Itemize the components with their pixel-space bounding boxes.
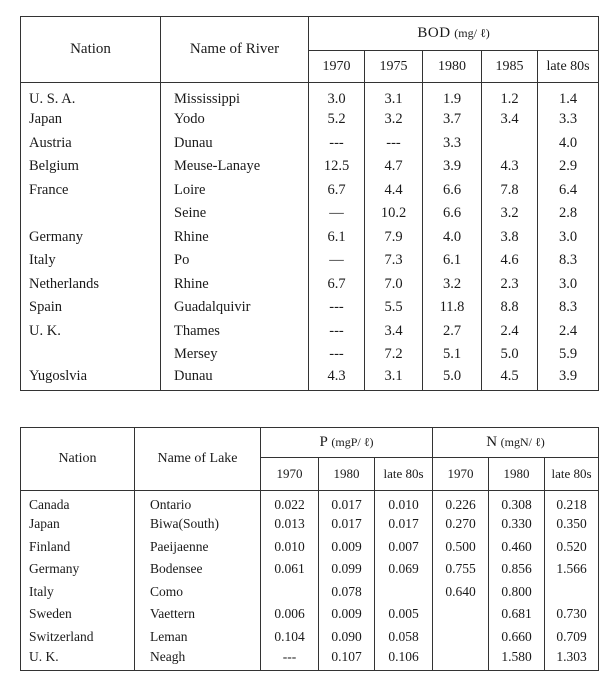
table-row [21, 558, 599, 581]
nitrogen-value-cell [433, 603, 489, 626]
nitrogen-value-cell: 0.350 [545, 513, 599, 536]
bod-value-cell: 6.6 [423, 179, 482, 203]
bod-value-cell: 4.4 [365, 179, 423, 203]
nation-cell: Japan [21, 513, 135, 536]
phosphorus-value-cell: 0.107 [319, 648, 375, 671]
river-bod-table [20, 16, 599, 391]
bod-value-cell: — [309, 202, 365, 226]
river-year-header: 1970 [309, 51, 365, 83]
lake-name-cell: Biwa(South) [135, 513, 261, 536]
bod-value-cell: --- [309, 343, 365, 367]
phosphorus-value-cell [375, 581, 433, 604]
bod-value-cell: 5.5 [365, 296, 423, 320]
bod-value-cell: 3.2 [423, 273, 482, 297]
nation-cell: Japan [21, 108, 161, 132]
lake-table-body [21, 491, 599, 671]
bod-value-cell: 7.2 [365, 343, 423, 367]
river-year-header: 1985 [482, 51, 538, 83]
bod-value-cell: 10.2 [365, 202, 423, 226]
table-row [21, 296, 599, 320]
nation-cell [21, 202, 161, 226]
nation-cell: Sweden [21, 603, 135, 626]
phosphorus-value-cell [261, 581, 319, 604]
nitrogen-value-cell: 0.755 [433, 558, 489, 581]
table-row [21, 581, 599, 604]
phosphorus-value-cell: 0.017 [319, 513, 375, 536]
lake-p-year-header: late 80s [375, 458, 433, 491]
bod-value-cell: 4.0 [538, 132, 599, 156]
bod-value-cell: 6.7 [309, 179, 365, 203]
table-row [21, 626, 599, 649]
river-name-cell: Thames [161, 320, 309, 344]
bod-value-cell: 3.0 [309, 83, 365, 109]
phosphorus-value-cell: 0.010 [261, 536, 319, 559]
table-row [21, 536, 599, 559]
lake-p-year-header: 1980 [319, 458, 375, 491]
bod-value-cell: 11.8 [423, 296, 482, 320]
table-row [21, 513, 599, 536]
bod-value-cell: 5.9 [538, 343, 599, 367]
lake-name-cell: Bodensee [135, 558, 261, 581]
nitrogen-group-header [433, 428, 599, 458]
lake-name-cell: Paeijaenne [135, 536, 261, 559]
river-year-header: 1975 [365, 51, 423, 83]
table-row [21, 491, 599, 514]
nation-cell: Spain [21, 296, 161, 320]
bod-value-cell: 5.0 [423, 367, 482, 391]
nation-cell: U. K. [21, 648, 135, 671]
nation-cell: Netherlands [21, 273, 161, 297]
phosphorus-value-cell: 0.022 [261, 491, 319, 514]
bod-value-cell: 4.0 [423, 226, 482, 250]
river-name-cell: Yodo [161, 108, 309, 132]
nitrogen-value-cell: 0.709 [545, 626, 599, 649]
phosphorus-value-cell: 0.013 [261, 513, 319, 536]
bod-value-cell: 4.3 [309, 367, 365, 391]
nation-cell: U. S. A. [21, 83, 161, 109]
river-name-cell: Dunau [161, 367, 309, 391]
phosphorus-value-cell: 0.069 [375, 558, 433, 581]
river-name-cell: Meuse-Lanaye [161, 155, 309, 179]
lake-name-cell: Ontario [135, 491, 261, 514]
nation-cell: Switzerland [21, 626, 135, 649]
bod-value-cell: 8.8 [482, 296, 538, 320]
bod-value-cell: 5.1 [423, 343, 482, 367]
bod-value-cell: 4.6 [482, 249, 538, 273]
phosphorus-value-cell: 0.009 [319, 603, 375, 626]
bod-value-cell: 6.4 [538, 179, 599, 203]
bod-value-cell: 4.7 [365, 155, 423, 179]
table-row [21, 132, 599, 156]
bod-value-cell: — [309, 249, 365, 273]
bod-value-cell: 7.9 [365, 226, 423, 250]
nitrogen-value-cell: 0.800 [489, 581, 545, 604]
bod-value-cell: 3.4 [365, 320, 423, 344]
phosphorus-value-cell: 0.010 [375, 491, 433, 514]
phosphorus-value-cell: 0.017 [319, 491, 375, 514]
bod-value-cell: 3.3 [423, 132, 482, 156]
phosphorus-value-cell: 0.006 [261, 603, 319, 626]
nitrogen-value-cell: 0.730 [545, 603, 599, 626]
bod-value-cell: 6.1 [423, 249, 482, 273]
phosphorus-value-cell: 0.078 [319, 581, 375, 604]
bod-value-cell: 3.3 [538, 108, 599, 132]
nitrogen-value-cell: 1.303 [545, 648, 599, 671]
river-name-cell: Mersey [161, 343, 309, 367]
bod-value-cell: 2.7 [423, 320, 482, 344]
nitrogen-value-cell: 0.660 [489, 626, 545, 649]
nitrogen-value-cell: 0.856 [489, 558, 545, 581]
lake-name-cell: Leman [135, 626, 261, 649]
bod-value-cell: 2.3 [482, 273, 538, 297]
bod-value-cell: --- [309, 320, 365, 344]
nation-cell: France [21, 179, 161, 203]
nation-cell: Germany [21, 226, 161, 250]
nitrogen-value-cell: 0.681 [489, 603, 545, 626]
phosphorus-value-cell: --- [261, 648, 319, 671]
bod-value-cell: 3.4 [482, 108, 538, 132]
nitrogen-value-cell: 0.460 [489, 536, 545, 559]
table-row [21, 367, 599, 391]
bod-value-cell: 3.7 [423, 108, 482, 132]
nitrogen-value-cell: 0.500 [433, 536, 489, 559]
bod-value-cell: 4.5 [482, 367, 538, 391]
bod-unit-label: (mg/ ℓ) [454, 26, 490, 40]
nitrogen-value-cell [545, 581, 599, 604]
nation-cell: Yugoslvia [21, 367, 161, 391]
bod-value-cell: 1.9 [423, 83, 482, 109]
nation-cell: Austria [21, 132, 161, 156]
nation-cell: Belgium [21, 155, 161, 179]
nation-cell: Canada [21, 491, 135, 514]
bod-value-cell: 8.3 [538, 249, 599, 273]
phosphorus-value-cell: 0.005 [375, 603, 433, 626]
river-name-cell: Dunau [161, 132, 309, 156]
phosphorus-value-cell: 0.058 [375, 626, 433, 649]
bod-value-cell: 6.6 [423, 202, 482, 226]
phosphorus-group-header [261, 428, 433, 458]
bod-value-cell: 3.2 [365, 108, 423, 132]
table-row [21, 603, 599, 626]
lake-name-header: Name of Lake [135, 428, 261, 491]
table-row [21, 320, 599, 344]
nitrogen-value-cell [433, 626, 489, 649]
nation-cell: Italy [21, 581, 135, 604]
phosphorus-value-cell: 0.007 [375, 536, 433, 559]
bod-value-cell: 3.8 [482, 226, 538, 250]
nitrogen-unit-label: (mgN/ ℓ) [500, 435, 545, 449]
bod-value-cell: 3.1 [365, 367, 423, 391]
phosphorus-value-cell: 0.106 [375, 648, 433, 671]
phosphorus-value-cell: 0.061 [261, 558, 319, 581]
lake-name-cell: Como [135, 581, 261, 604]
lake-n-year-header: 1970 [433, 458, 489, 491]
phosphorus-value-cell: 0.104 [261, 626, 319, 649]
nitrogen-value-cell [433, 648, 489, 671]
bod-value-cell [482, 132, 538, 156]
river-nation-header: Nation [21, 17, 161, 83]
table-row [21, 273, 599, 297]
nitrogen-value-cell: 0.330 [489, 513, 545, 536]
nitrogen-value-cell: 0.270 [433, 513, 489, 536]
nation-cell: Finland [21, 536, 135, 559]
bod-group-header [309, 17, 599, 51]
lake-n-year-header: 1980 [489, 458, 545, 491]
river-name-cell: Guadalquivir [161, 296, 309, 320]
nitrogen-value-cell: 1.580 [489, 648, 545, 671]
bod-value-cell: 3.9 [538, 367, 599, 391]
bod-value-cell: 4.3 [482, 155, 538, 179]
table-row [21, 83, 599, 109]
nitrogen-value-cell: 1.566 [545, 558, 599, 581]
nitrogen-value-cell: 0.226 [433, 491, 489, 514]
river-name-cell: Mississippi [161, 83, 309, 109]
bod-value-cell: 7.0 [365, 273, 423, 297]
river-name-cell: Rhine [161, 273, 309, 297]
bod-value-cell: 6.1 [309, 226, 365, 250]
river-year-header: 1980 [423, 51, 482, 83]
nitrogen-value-cell: 0.218 [545, 491, 599, 514]
river-name-cell: Seine [161, 202, 309, 226]
bod-value-cell: 5.2 [309, 108, 365, 132]
table-row [21, 648, 599, 671]
nation-cell: Italy [21, 249, 161, 273]
table-row [21, 202, 599, 226]
bod-value-cell: --- [309, 296, 365, 320]
bod-value-cell: 1.4 [538, 83, 599, 109]
nation-cell [21, 343, 161, 367]
table-row [21, 179, 599, 203]
bod-value-cell: 3.0 [538, 273, 599, 297]
river-name-cell: Rhine [161, 226, 309, 250]
table-row [21, 155, 599, 179]
phosphorus-value-cell: 0.009 [319, 536, 375, 559]
bod-value-cell: --- [309, 132, 365, 156]
bod-value-cell: 1.2 [482, 83, 538, 109]
bod-value-cell: 3.2 [482, 202, 538, 226]
bod-value-cell: 2.9 [538, 155, 599, 179]
nitrogen-value-cell: 0.520 [545, 536, 599, 559]
phosphorus-value-cell: 0.090 [319, 626, 375, 649]
lake-pn-table [20, 427, 599, 671]
lake-name-cell: Neagh [135, 648, 261, 671]
river-year-header: late 80s [538, 51, 599, 83]
bod-value-cell: 5.0 [482, 343, 538, 367]
nation-cell: U. K. [21, 320, 161, 344]
phosphorus-unit-label: (mgP/ ℓ) [331, 435, 374, 449]
lake-n-year-header: late 80s [545, 458, 599, 491]
table-row [21, 108, 599, 132]
table-row [21, 249, 599, 273]
phosphorus-value-cell: 0.099 [319, 558, 375, 581]
bod-value-cell: 3.0 [538, 226, 599, 250]
bod-group-label: BOD [417, 25, 451, 41]
lake-p-year-header: 1970 [261, 458, 319, 491]
river-name-header: Name of River [161, 17, 309, 83]
bod-value-cell: 2.4 [538, 320, 599, 344]
river-table-body [21, 83, 599, 391]
phosphorus-group-label: P [319, 434, 328, 450]
nitrogen-value-cell: 0.308 [489, 491, 545, 514]
bod-value-cell: 7.3 [365, 249, 423, 273]
phosphorus-value-cell: 0.017 [375, 513, 433, 536]
nation-cell: Germany [21, 558, 135, 581]
nitrogen-group-label: N [486, 434, 498, 450]
bod-value-cell: 2.4 [482, 320, 538, 344]
bod-value-cell: 6.7 [309, 273, 365, 297]
bod-value-cell: 3.1 [365, 83, 423, 109]
river-name-cell: Loire [161, 179, 309, 203]
bod-value-cell: 8.3 [538, 296, 599, 320]
bod-value-cell: 3.9 [423, 155, 482, 179]
bod-value-cell: --- [365, 132, 423, 156]
table-row [21, 226, 599, 250]
lake-nation-header: Nation [21, 428, 135, 491]
river-name-cell: Po [161, 249, 309, 273]
bod-value-cell: 7.8 [482, 179, 538, 203]
bod-value-cell: 12.5 [309, 155, 365, 179]
nitrogen-value-cell: 0.640 [433, 581, 489, 604]
table-row [21, 343, 599, 367]
lake-name-cell: Vaettern [135, 603, 261, 626]
bod-value-cell: 2.8 [538, 202, 599, 226]
